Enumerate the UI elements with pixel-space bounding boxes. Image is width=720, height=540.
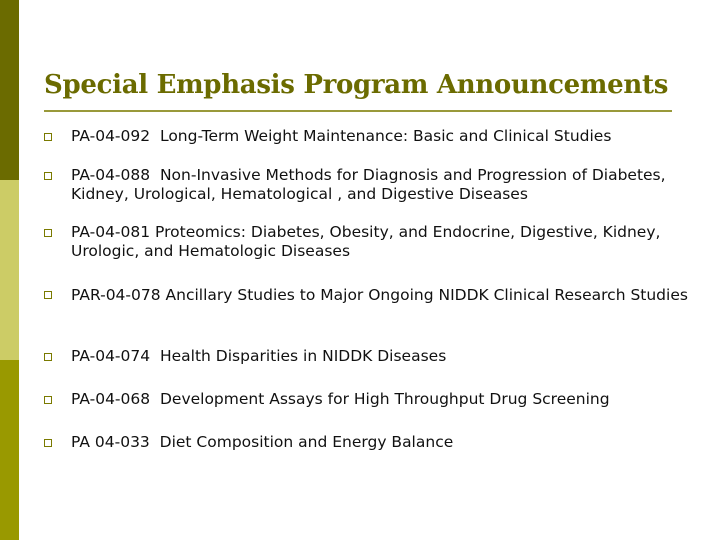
list-item [44,127,716,146]
hollow-square-bullet-icon [44,353,52,361]
list-item [44,390,716,409]
list-item [44,347,716,366]
hollow-square-bullet-icon [44,172,52,180]
hollow-square-bullet-icon [44,291,52,299]
hollow-square-bullet-icon [44,439,52,447]
hollow-square-bullet-icon [44,229,52,237]
list-item-text: PA-04-088 Non-Invasive Methods for Diagnosis and Progression of Diabetes, Kidney, Urological, Hematological , and Digestive Diseases [71,166,671,203]
hollow-square-bullet-icon [44,396,52,404]
slide-title: Special Emphasis Program Announcements [44,70,669,100]
list-item [44,284,716,306]
list-item [44,166,716,204]
list-item-text: PA 04-033 Diet Composition and Energy Balance [71,433,454,451]
list-item-text: PA-04-068 Development Assays for High Throughput Drug Screening [71,390,610,408]
list-item-text: PAR-04-078 Ancillary Studies to Major Ongoing NIDDK Clinical Research Studies [71,286,688,304]
list-item-text: PA-04-081 Proteomics: Diabetes, Obesity, and Endocrine, Digestive, Kidney, Urologic, and Hematologic Diseases [71,223,666,260]
list-item-text: PA-04-074 Health Disparities in NIDDK Diseases [71,347,447,365]
list-item [44,433,716,452]
list-item [44,223,716,261]
hollow-square-bullet-icon [44,133,52,141]
list-item-text: PA-04-092 Long-Term Weight Maintenance: Basic and Clinical Studies [71,127,612,145]
